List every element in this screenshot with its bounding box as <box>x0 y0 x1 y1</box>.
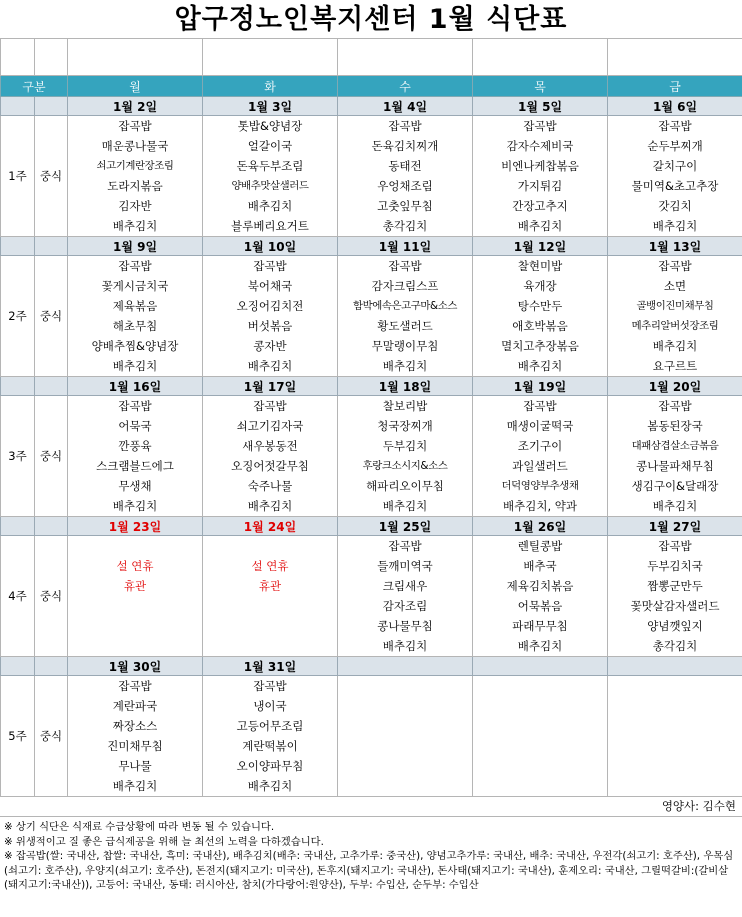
menu-item: 가지튀김 <box>517 179 563 193</box>
menu-item: 배추김치 <box>247 779 293 793</box>
menu-item <box>68 536 202 556</box>
menu-item <box>473 736 607 756</box>
date-cell: 1월 9일 <box>68 237 203 256</box>
menu-item: 육개장 <box>523 279 557 293</box>
week-label: 3주 <box>1 396 35 517</box>
menu-item: 찰보리밥 <box>382 399 428 413</box>
blank-row <box>1 39 742 76</box>
date-row-spacer <box>35 377 68 396</box>
date-row <box>1 517 742 536</box>
date-cell: 1월 3일 <box>203 97 338 116</box>
menu-item <box>203 616 337 636</box>
menu-item: 콩나물무침 <box>377 619 433 633</box>
menu-item: 무나물 <box>118 759 152 773</box>
menu-item: 설 연휴 <box>116 559 154 573</box>
menu-item: 잡곡밥 <box>658 539 692 553</box>
meal-label: 중식 <box>35 256 68 377</box>
menu-item: 배추김치 <box>112 219 158 233</box>
date-row <box>1 97 742 116</box>
menu-item: 계란파국 <box>112 699 158 713</box>
menu-item: 설 연휴 <box>251 559 289 573</box>
menu-cell <box>203 256 338 377</box>
date-cell: 1월 6일 <box>608 97 742 116</box>
week-label: 4주 <box>1 536 35 657</box>
menu-item <box>203 596 337 616</box>
week-label: 1주 <box>1 116 35 237</box>
menu-item: 요구르트 <box>652 359 698 373</box>
menu-item: 총각김치 <box>652 639 698 653</box>
menu-item <box>608 776 742 796</box>
header-row <box>1 76 742 97</box>
menu-item <box>608 716 742 736</box>
menu-item: 물미역&초고추장 <box>631 179 719 193</box>
header-gubun: 구분 <box>1 76 68 97</box>
menu-item: 돈육김치찌개 <box>371 139 439 153</box>
menu-item <box>608 756 742 776</box>
menu-item: 휴관 <box>123 579 147 593</box>
menu-item: 얼갈이국 <box>247 139 293 153</box>
menu-item: 배추김치 <box>247 499 293 513</box>
menu-cell <box>203 116 338 237</box>
menu-item <box>473 756 607 776</box>
menu-item: 잡곡밥 <box>388 539 422 553</box>
date-cell: 1월 2일 <box>68 97 203 116</box>
menu-item: 대패삼겹살소금볶음 <box>631 440 719 452</box>
date-row-spacer <box>1 237 35 256</box>
date-row-spacer <box>35 517 68 536</box>
menu-item <box>473 716 607 736</box>
menu-item: 우엉채조림 <box>377 179 433 193</box>
menu-item: 돈육두부조림 <box>236 159 304 173</box>
menu-item: 잡곡밥 <box>253 259 287 273</box>
menu-item: 배추김치 <box>112 359 158 373</box>
menu-item: 깐풍육 <box>118 439 152 453</box>
menu-item: 해초무침 <box>112 319 158 333</box>
header-day: 월 <box>68 76 203 97</box>
menu-cell <box>608 676 742 797</box>
menu-cell <box>608 256 742 377</box>
date-cell: 1월 18일 <box>338 377 473 396</box>
meal-label: 중식 <box>35 116 68 237</box>
menu-cell <box>608 116 742 237</box>
menu-item: 렌틸콩밥 <box>517 539 563 553</box>
menu-row <box>1 536 742 657</box>
menu-item: 배추김치 <box>382 359 428 373</box>
menu-item: 버섯볶음 <box>247 319 293 333</box>
menu-item: 휴관 <box>258 579 282 593</box>
menu-cell <box>338 116 473 237</box>
menu-item: 매생이굴떡국 <box>506 419 574 433</box>
note-line: ※ 위생적이고 질 좋은 급식제공을 위해 늘 최선의 노력을 다하겠습니다. <box>4 835 324 848</box>
menu-item: 양배추맛살샐러드 <box>231 180 309 192</box>
menu-item <box>608 676 742 696</box>
menu-cell <box>68 116 203 237</box>
menu-item <box>203 536 337 556</box>
menu-item: 잡곡밥 <box>523 119 557 133</box>
blank-cell <box>35 39 68 76</box>
menu-item: 두부김치 <box>382 439 428 453</box>
menu-item: 북어채국 <box>247 279 293 293</box>
menu-item: 어묵볶음 <box>517 599 563 613</box>
menu-item <box>473 676 607 696</box>
meal-label: 중식 <box>35 676 68 797</box>
menu-item <box>338 736 472 756</box>
menu-item <box>68 596 202 616</box>
header-day: 금 <box>608 76 742 97</box>
menu-item: 황도샐러드 <box>377 319 433 333</box>
menu-item: 갈치구이 <box>652 159 698 173</box>
date-row <box>1 377 742 396</box>
menu-item: 잡곡밥 <box>388 259 422 273</box>
menu-item: 콩나물파채무침 <box>636 459 714 473</box>
menu-item <box>338 716 472 736</box>
header-day: 수 <box>338 76 473 97</box>
menu-item: 계란떡볶이 <box>242 739 298 753</box>
menu-item: 배추김치 <box>112 499 158 513</box>
header-day: 화 <box>203 76 338 97</box>
date-cell: 1월 19일 <box>473 377 608 396</box>
blank-cell <box>608 39 742 76</box>
date-cell: 1월 12일 <box>473 237 608 256</box>
blank-cell <box>338 39 473 76</box>
date-cell: 1월 30일 <box>68 657 203 676</box>
menu-item: 배추김치 <box>382 639 428 653</box>
menu-item: 무생채 <box>118 479 152 493</box>
menu-item: 제육볶음 <box>112 299 158 313</box>
date-cell: 1월 25일 <box>338 517 473 536</box>
menu-item: 오징어김치전 <box>236 299 304 313</box>
date-cell: 1월 17일 <box>203 377 338 396</box>
footer <box>0 796 742 893</box>
blank-cell <box>68 39 203 76</box>
date-cell: 1월 16일 <box>68 377 203 396</box>
note-line: ※ 잡곡밥(쌀: 국내산, 찹쌀: 국내산, 흑미: 국내산), 배추김치(배추: 국내산, 고추가루: 중국산), 양념고추가루: 국내산, 배추: 국내산, 우전각(쇠고기: 호주산), 우목심(쇠고기: 호주산), 우양지(쇠고기: 호주산), 돈전지(돼지고기: 미국산), 돈후지(돼지고기: 국내산), 돈사태(돼지고기: 국내산), 훈제오리: 국내산, 그릴떡갈비:(갈비살(돼지고기:국내산)), 고등어: 국내산, 동태: 러시아산, 참치(가다랑어:원양산), 두부: 수입산, 순두부: 수입산 <box>4 850 734 892</box>
menu-cell <box>608 396 742 517</box>
menu-item: 동태전 <box>388 159 422 173</box>
meal-label: 중식 <box>35 396 68 517</box>
menu-item: 잡곡밥 <box>253 399 287 413</box>
date-row-spacer <box>35 237 68 256</box>
menu-item: 오징어젓갈무침 <box>231 459 309 473</box>
menu-item: 도라지볶음 <box>107 179 163 193</box>
date-cell <box>608 657 742 676</box>
menu-item: 배추김치 <box>247 199 293 213</box>
date-row-spacer <box>35 657 68 676</box>
menu-item: 짜장소스 <box>112 719 158 733</box>
date-row-spacer <box>1 97 35 116</box>
menu-item: 과일샐러드 <box>512 459 568 473</box>
menu-cell <box>68 256 203 377</box>
menu-item: 쇠고기계란장조림 <box>96 160 174 172</box>
date-row-spacer <box>1 377 35 396</box>
menu-cell <box>338 396 473 517</box>
menu-item: 잡곡밥 <box>658 259 692 273</box>
menu-item: 크림새우 <box>382 579 428 593</box>
menu-item: 꽃게시금치국 <box>101 279 169 293</box>
menu-item: 봄동된장국 <box>647 419 703 433</box>
menu-item: 후랑크소시지&소스 <box>362 460 448 472</box>
date-cell: 1월 5일 <box>473 97 608 116</box>
menu-cell <box>473 116 608 237</box>
date-row-spacer <box>35 97 68 116</box>
menu-row <box>1 116 742 237</box>
menu-item <box>608 696 742 716</box>
menu-item: 청국장찌개 <box>377 419 433 433</box>
menu-item <box>338 676 472 696</box>
menu-cell <box>68 676 203 797</box>
date-row-spacer <box>1 517 35 536</box>
menu-cell <box>203 396 338 517</box>
menu-row <box>1 396 742 517</box>
menu-cell <box>473 536 608 657</box>
date-cell: 1월 4일 <box>338 97 473 116</box>
menu-item: 총각김치 <box>382 219 428 233</box>
menu-cell <box>338 676 473 797</box>
menu-item: 배추김치 <box>652 339 698 353</box>
menu-item: 톳밥&양념장 <box>237 119 303 133</box>
menu-item: 소면 <box>663 279 687 293</box>
menu-item: 더덕영양부추생채 <box>501 480 579 492</box>
menu-item <box>68 636 202 656</box>
menu-item: 배추김치 <box>517 359 563 373</box>
menu-item: 찰현미밥 <box>517 259 563 273</box>
menu-item: 배추김치 <box>247 359 293 373</box>
menu-item: 배추국 <box>523 559 557 573</box>
menu-item <box>68 616 202 636</box>
menu-cell <box>473 676 608 797</box>
menu-item: 양념깻잎지 <box>647 619 703 633</box>
menu-item: 간장고추지 <box>512 199 568 213</box>
menu-item: 잡곡밥 <box>118 259 152 273</box>
menu-item: 잡곡밥 <box>118 399 152 413</box>
menu-item <box>203 636 337 656</box>
date-cell: 1월 24일 <box>203 517 338 536</box>
menu-item <box>338 756 472 776</box>
menu-item: 배추김치 <box>382 499 428 513</box>
menu-item: 감자조림 <box>382 599 428 613</box>
menu-item <box>338 776 472 796</box>
menu-item: 비엔나케찹볶음 <box>501 159 579 173</box>
menu-item: 잡곡밥 <box>658 399 692 413</box>
menu-item: 잡곡밥 <box>253 679 287 693</box>
menu-item: 잡곡밥 <box>658 119 692 133</box>
date-cell: 1월 20일 <box>608 377 742 396</box>
menu-item <box>608 736 742 756</box>
menu-item: 배추김치 <box>652 499 698 513</box>
menu-cell <box>203 676 338 797</box>
menu-item: 잡곡밥 <box>118 679 152 693</box>
week-label: 5주 <box>1 676 35 797</box>
menu-item: 잡곡밥 <box>523 399 557 413</box>
menu-item: 고등어무조림 <box>236 719 304 733</box>
page-title: 압구정노인복지센터 1월 식단표 <box>174 4 568 35</box>
meal-plan-table <box>0 38 742 797</box>
menu-item: 블루베리요거트 <box>231 219 309 233</box>
date-cell: 1월 10일 <box>203 237 338 256</box>
menu-item: 오이양파무침 <box>236 759 304 773</box>
menu-cell <box>68 396 203 517</box>
menu-item: 배추김치, 약과 <box>503 499 577 513</box>
menu-cell <box>608 536 742 657</box>
menu-row <box>1 676 742 797</box>
menu-item: 무말랭이무침 <box>371 339 439 353</box>
meal-label: 중식 <box>35 536 68 657</box>
menu-cell <box>473 396 608 517</box>
date-row <box>1 237 742 256</box>
date-row <box>1 657 742 676</box>
menu-item <box>338 696 472 716</box>
menu-item: 골뱅이진미채무침 <box>636 300 714 312</box>
menu-item <box>473 696 607 716</box>
menu-item: 쇠고기김자국 <box>236 419 304 433</box>
date-cell: 1월 26일 <box>473 517 608 536</box>
menu-item: 배추김치 <box>517 219 563 233</box>
menu-cell <box>473 256 608 377</box>
menu-item: 숙주나물 <box>247 479 293 493</box>
menu-item: 고춧잎무침 <box>377 199 433 213</box>
date-row-spacer <box>1 657 35 676</box>
menu-item: 감자수제비국 <box>506 139 574 153</box>
menu-item: 짬뽕군만두 <box>647 579 703 593</box>
date-cell <box>473 657 608 676</box>
menu-item: 탕수만두 <box>517 299 563 313</box>
menu-item: 매운콩나물국 <box>101 139 169 153</box>
menu-item: 진미채무침 <box>107 739 163 753</box>
menu-item: 생김구이&달래장 <box>631 479 719 493</box>
date-cell: 1월 23일 <box>68 517 203 536</box>
menu-item: 새우봉동전 <box>242 439 298 453</box>
blank-cell <box>203 39 338 76</box>
date-cell: 1월 27일 <box>608 517 742 536</box>
blank-cell <box>1 39 35 76</box>
menu-item: 갓김치 <box>658 199 692 213</box>
menu-item: 조기구이 <box>517 439 563 453</box>
note-line: ※ 상기 식단은 식재료 수급상황에 따라 변동 될 수 있습니다. <box>4 821 275 833</box>
week-label: 2주 <box>1 256 35 377</box>
notes <box>0 817 742 893</box>
menu-cell <box>338 256 473 377</box>
menu-item: 잡곡밥 <box>388 119 422 133</box>
menu-cell <box>338 536 473 657</box>
menu-item: 양배추찜&양념장 <box>91 339 179 353</box>
menu-item: 감자크림스프 <box>371 279 439 293</box>
menu-item <box>473 776 607 796</box>
menu-item: 꽃맛살감자샐러드 <box>630 599 720 613</box>
menu-item: 제육김치볶음 <box>506 579 574 593</box>
menu-item: 배추김치 <box>517 639 563 653</box>
menu-item: 함박에속은고구마&소스 <box>352 300 458 312</box>
menu-item: 냉이국 <box>253 699 287 713</box>
menu-item: 멸치고추장볶음 <box>501 339 579 353</box>
header-day: 목 <box>473 76 608 97</box>
menu-item: 김자반 <box>118 199 152 213</box>
menu-item: 들깨미역국 <box>377 559 433 573</box>
menu-item: 순두부찌개 <box>647 139 703 153</box>
menu-item: 콩자반 <box>253 339 287 353</box>
menu-item: 메추리알버섯장조림 <box>631 320 719 332</box>
dietitian-name: 영양사: 김수현 <box>0 796 742 817</box>
date-cell <box>338 657 473 676</box>
menu-item: 파래무무침 <box>512 619 568 633</box>
date-cell: 1월 11일 <box>338 237 473 256</box>
menu-item: 배추김치 <box>112 779 158 793</box>
date-cell: 1월 13일 <box>608 237 742 256</box>
menu-cell <box>203 536 338 657</box>
menu-item: 스크램블드에그 <box>96 459 174 473</box>
menu-item: 배추김치 <box>652 219 698 233</box>
date-cell: 1월 31일 <box>203 657 338 676</box>
menu-item: 애호박볶음 <box>512 319 568 333</box>
blank-cell <box>473 39 608 76</box>
menu-item: 두부김치국 <box>647 559 703 573</box>
menu-cell <box>68 536 203 657</box>
menu-item: 잡곡밥 <box>118 119 152 133</box>
menu-row <box>1 256 742 377</box>
menu-item: 어묵국 <box>118 419 152 433</box>
menu-item: 해파리오이무침 <box>366 479 444 493</box>
